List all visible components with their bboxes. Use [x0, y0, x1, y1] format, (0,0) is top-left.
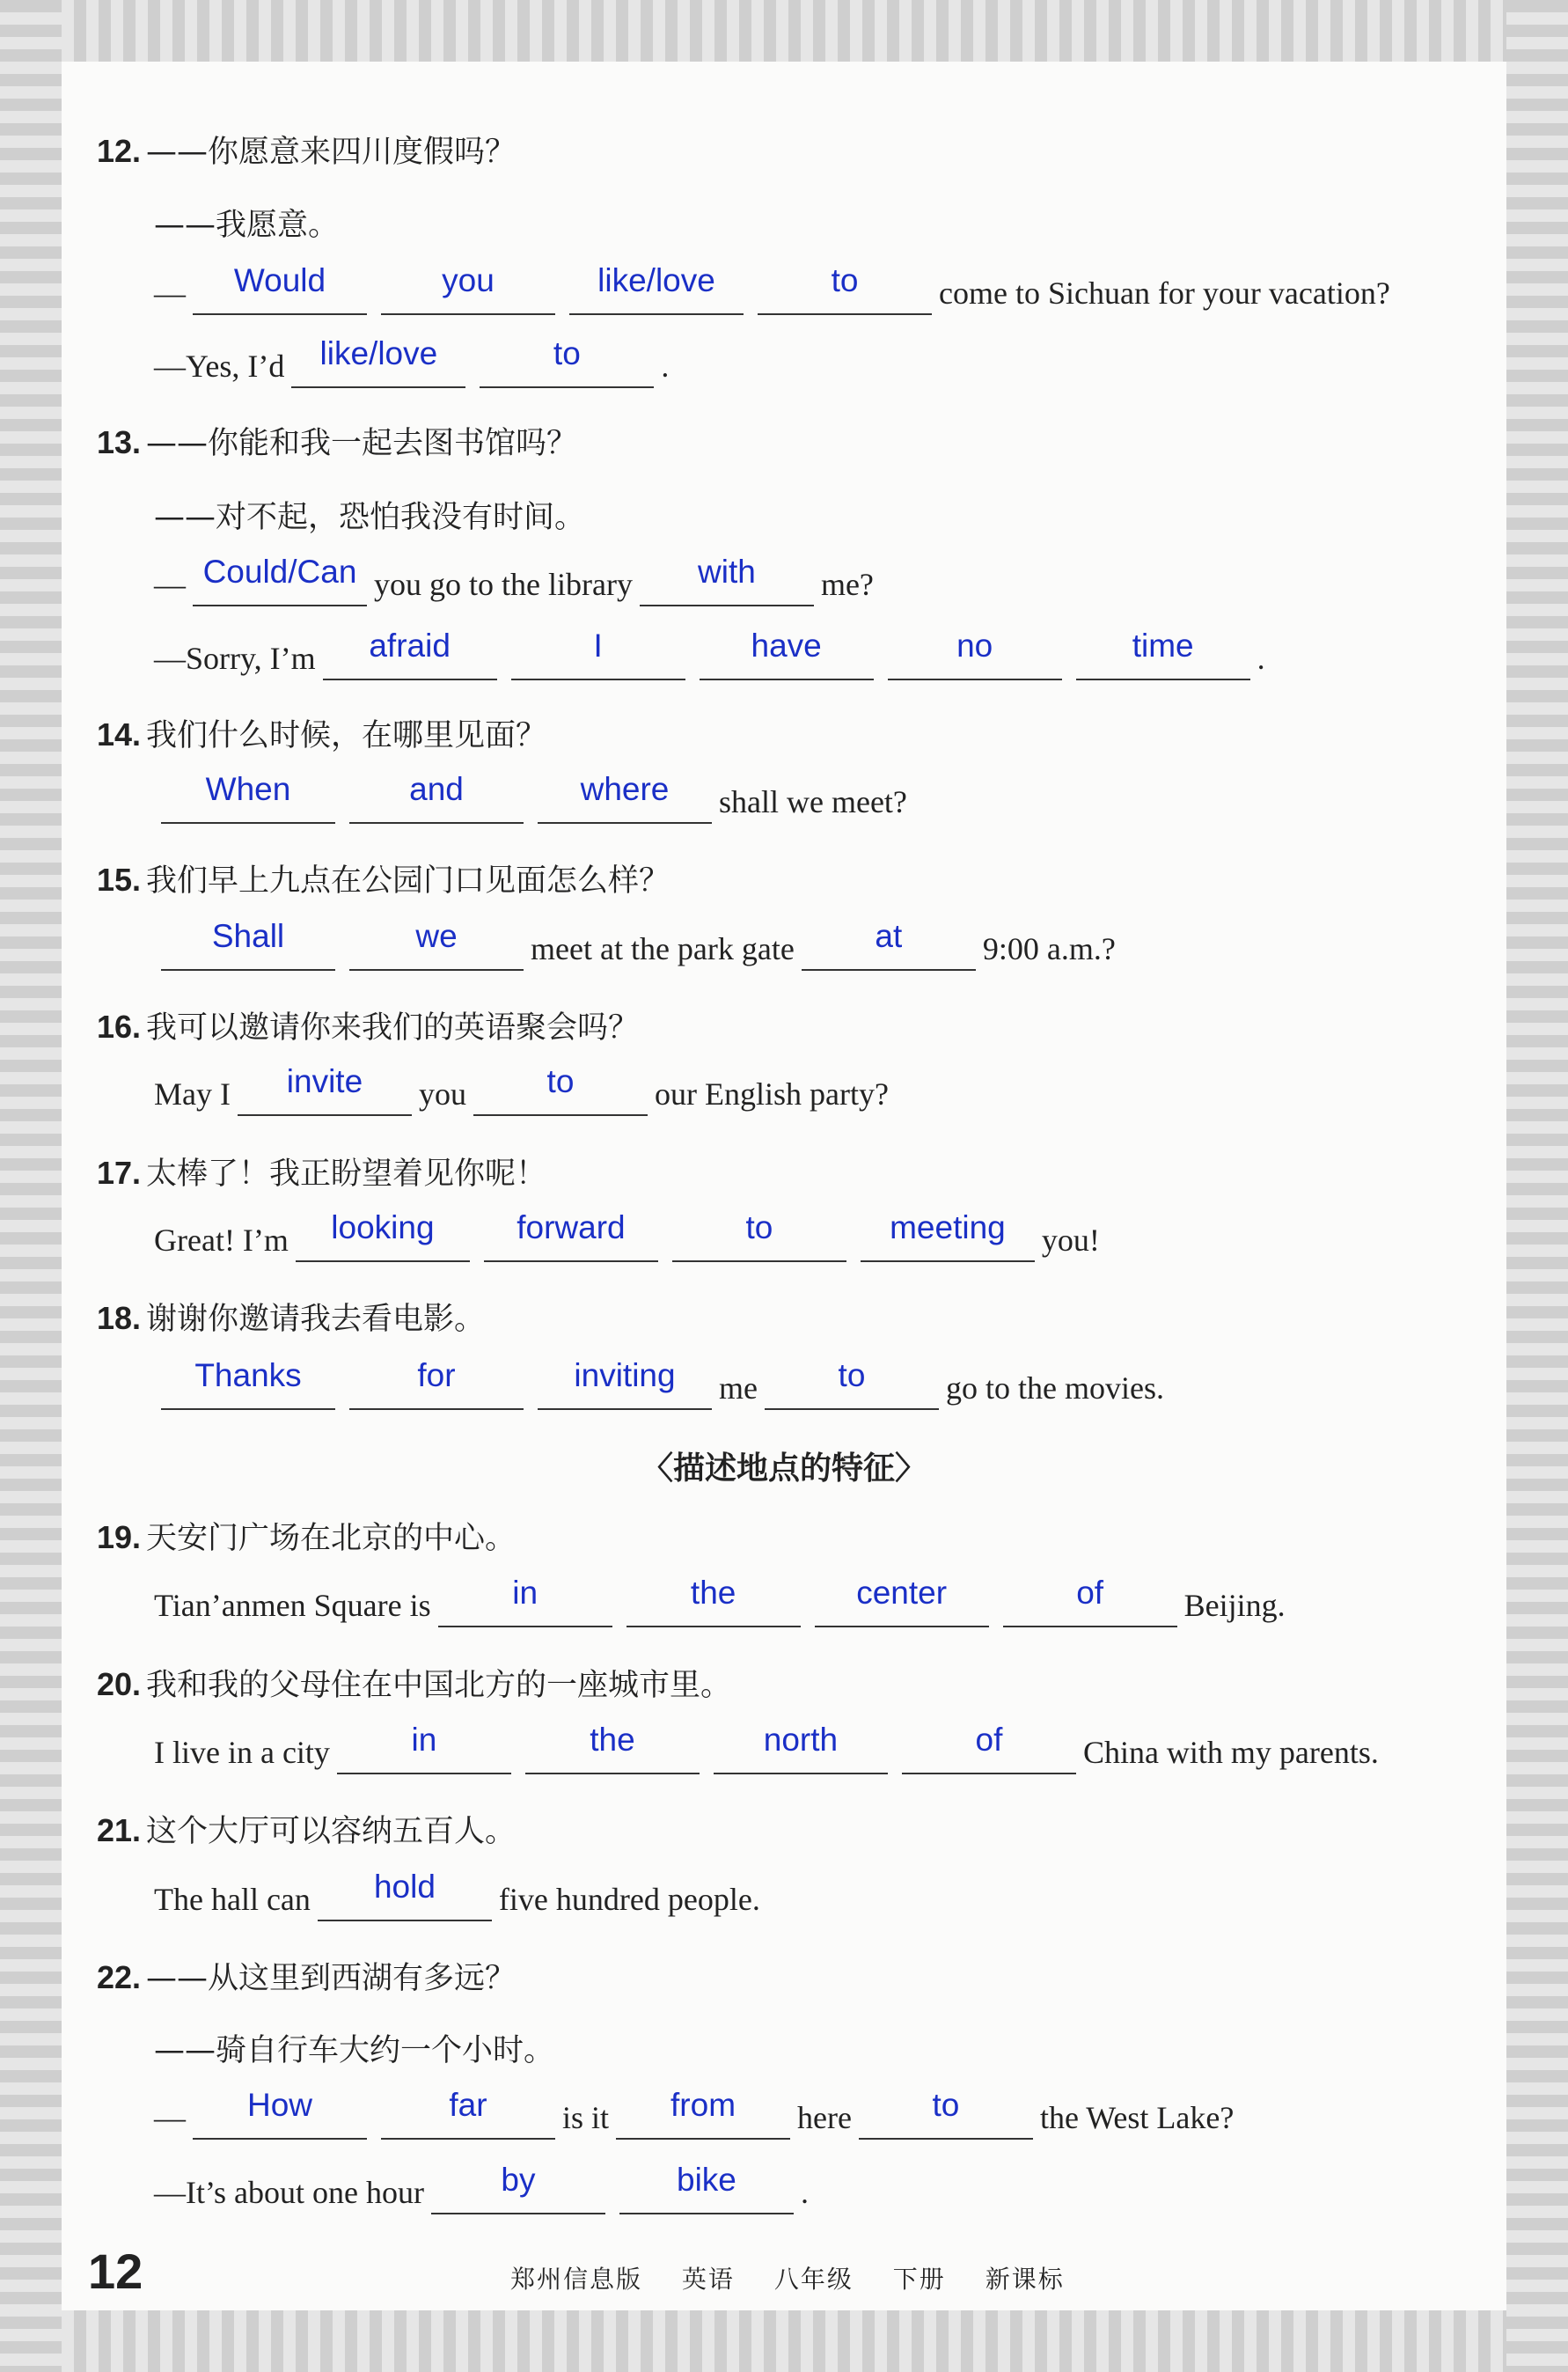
question-line — [97, 128, 516, 172]
footer-grade: 八年级 — [773, 2265, 854, 2294]
question-number: 16. — [97, 1009, 142, 1045]
question-line — [97, 1807, 516, 1851]
answer-text: inviting — [574, 1357, 676, 1393]
answer-text: like/love — [597, 262, 715, 298]
answer-blank[interactable] — [538, 1357, 712, 1410]
answer-blank[interactable] — [349, 1357, 524, 1410]
footer — [510, 2260, 1095, 2295]
sentence-text: — — [154, 2100, 186, 2135]
question-line — [97, 856, 670, 900]
question-line — [154, 1575, 1286, 1627]
answer-text: to — [932, 2087, 960, 2123]
answer-blank[interactable] — [888, 628, 1062, 680]
page-number: 12 — [88, 2243, 143, 2299]
question-line — [154, 628, 1265, 680]
section-title: 〈描述地点的特征〉 — [641, 1450, 927, 1487]
answer-blank[interactable] — [381, 2087, 555, 2140]
sentence-text: 9:00 a.m.? — [982, 931, 1116, 966]
answer-blank[interactable] — [902, 1722, 1076, 1774]
chinese-prompt: 我和我的父母住在中国北方的一座城市里。 — [146, 1668, 732, 1703]
answer-text: and — [409, 771, 464, 807]
decorative-border-bottom — [0, 2310, 1568, 2372]
decorative-border-left — [0, 0, 62, 2372]
question-line — [154, 554, 874, 606]
answer-text: bike — [677, 2162, 736, 2198]
footer-subject: 英语 — [681, 2265, 735, 2294]
chinese-prompt: ——对不起，恐怕我没有时间。 — [154, 500, 586, 535]
sentence-text: me — [719, 1370, 758, 1406]
sentence-text: you go to the library — [374, 567, 633, 602]
question-number: 21. — [97, 1812, 142, 1848]
sentence-text: — — [154, 275, 186, 311]
decorative-border-top — [0, 0, 1568, 62]
sentence-text: . — [661, 349, 670, 384]
sentence-text: —Yes, I’d — [154, 349, 285, 384]
answer-text: in — [411, 1722, 437, 1758]
sentence-text: you — [418, 1076, 466, 1112]
footer-volume: 下册 — [892, 2265, 946, 2294]
answer-blank[interactable] — [318, 1869, 492, 1921]
answer-blank[interactable] — [193, 262, 367, 315]
sentence-text: China with my parents. — [1082, 1735, 1379, 1770]
answer-blank[interactable] — [861, 1209, 1035, 1262]
answer-blank[interactable] — [815, 1575, 989, 1627]
sentence-text: come to Sichuan for your vacation? — [939, 275, 1390, 311]
sentence-text: May I — [154, 1076, 231, 1112]
chinese-prompt: 天安门广场在北京的中心。 — [146, 1521, 517, 1556]
answer-text: of — [1076, 1575, 1104, 1611]
answer-text: for — [417, 1357, 456, 1393]
answer-text: forward — [517, 1209, 626, 1245]
footer-curriculum: 新课标 — [985, 2265, 1065, 2294]
answer-text: from — [670, 2087, 736, 2123]
answer-blank[interactable] — [473, 1063, 648, 1116]
answer-blank[interactable] — [1003, 1575, 1177, 1627]
answer-blank[interactable] — [511, 628, 685, 680]
sentence-text: me? — [820, 567, 874, 602]
sentence-text: . — [800, 2175, 809, 2210]
answer-blank[interactable] — [1076, 628, 1250, 680]
answer-text: I — [593, 628, 603, 664]
question-line — [97, 1003, 639, 1047]
answer-blank[interactable] — [484, 1209, 658, 1262]
answer-text: When — [205, 771, 291, 807]
sentence-text: Great! I’m — [154, 1223, 289, 1258]
answer-text: the — [690, 1575, 736, 1611]
question-line — [97, 1149, 546, 1193]
answer-text: to — [838, 1357, 866, 1393]
question-line — [97, 1295, 485, 1339]
answer-text: hold — [373, 1869, 436, 1905]
question-line — [154, 918, 1116, 971]
question-line — [154, 1357, 1164, 1410]
answer-text: north — [763, 1722, 839, 1758]
answer-blank[interactable] — [538, 771, 712, 824]
sentence-text: the West Lake? — [1039, 2100, 1235, 2135]
question-number: 15. — [97, 862, 142, 898]
question-number: 19. — [97, 1519, 142, 1555]
answer-blank[interactable] — [765, 1357, 939, 1410]
sentence-text: meet at the park gate — [531, 931, 795, 966]
answer-text: to — [745, 1209, 773, 1245]
answer-blank[interactable] — [349, 771, 524, 824]
answer-text: time — [1132, 628, 1194, 664]
answer-text: looking — [331, 1209, 435, 1245]
question-number: 14. — [97, 716, 142, 753]
answer-blank[interactable] — [672, 1209, 846, 1262]
chinese-prompt: 我们早上九点在公园门口见面怎么样？ — [146, 863, 670, 899]
footer-edition: 郑州信息版 — [510, 2265, 643, 2294]
answer-blank[interactable] — [700, 628, 874, 680]
question-number: 22. — [97, 1959, 142, 1995]
answer-blank[interactable] — [296, 1209, 470, 1262]
chinese-prompt: ——从这里到西湖有多远？ — [146, 1961, 517, 1996]
answer-text: How — [246, 2087, 313, 2123]
answer-text: have — [751, 628, 822, 664]
answer-blank[interactable] — [619, 2162, 794, 2214]
answer-blank[interactable] — [381, 262, 555, 315]
answer-text: you — [442, 262, 495, 298]
sentence-text: —It’s about one hour — [154, 2175, 424, 2210]
answer-blank[interactable] — [525, 1722, 700, 1774]
question-line — [154, 771, 907, 824]
answer-blank[interactable] — [640, 554, 814, 606]
answer-text: Could/Can — [202, 554, 357, 590]
answer-text: by — [501, 2162, 536, 2198]
answer-blank[interactable] — [438, 1575, 612, 1627]
question-number: 13. — [97, 424, 142, 460]
answer-blank[interactable] — [193, 2087, 367, 2140]
question-number: 12. — [97, 133, 142, 169]
answer-text: the — [590, 1722, 635, 1758]
sentence-text: our English party? — [654, 1076, 889, 1112]
answer-text: to — [831, 262, 859, 298]
answer-blank[interactable] — [323, 628, 497, 680]
chinese-prompt: 谢谢你邀请我去看电影。 — [146, 1302, 486, 1337]
question-line — [154, 1869, 760, 1921]
question-line — [154, 493, 585, 537]
question-line — [154, 2162, 809, 2214]
answer-blank[interactable] — [349, 918, 524, 971]
question-line — [97, 1661, 731, 1705]
answer-text: far — [449, 2087, 487, 2123]
answer-text: to — [546, 1063, 575, 1099]
chinese-prompt: 我们什么时候，在哪里见面？ — [146, 718, 547, 753]
question-line — [97, 1954, 516, 1998]
answer-blank[interactable] — [337, 1722, 511, 1774]
question-line — [97, 711, 546, 755]
answer-blank[interactable] — [714, 1722, 888, 1774]
sentence-text: five hundred people. — [498, 1882, 760, 1917]
answer-blank[interactable] — [161, 771, 335, 824]
chinese-prompt: 太棒了！我正盼望着见你呢！ — [146, 1157, 547, 1192]
answer-blank[interactable] — [161, 1357, 335, 1410]
answer-text: Would — [233, 262, 326, 298]
sentence-text: here — [797, 2100, 852, 2135]
answer-blank[interactable] — [758, 262, 932, 315]
sentence-text: go to the movies. — [945, 1370, 1164, 1406]
question-line — [154, 2087, 1235, 2140]
answer-blank[interactable] — [161, 918, 335, 971]
sentence-text: — — [154, 567, 186, 602]
question-number: 17. — [97, 1155, 142, 1191]
answer-blank[interactable] — [431, 2162, 605, 2214]
chinese-prompt: 我可以邀请你来我们的英语聚会吗？ — [146, 1010, 640, 1046]
question-line — [154, 2026, 554, 2070]
answer-blank[interactable] — [569, 262, 744, 315]
sentence-text: is it — [562, 2100, 610, 2135]
sentence-text: I live in a city — [154, 1735, 330, 1770]
question-line — [97, 1514, 516, 1558]
answer-text: meeting — [890, 1209, 1006, 1245]
answer-text: of — [975, 1722, 1003, 1758]
answer-text: center — [856, 1575, 948, 1611]
question-line — [97, 419, 577, 463]
answer-text: in — [512, 1575, 539, 1611]
answer-text: invite — [286, 1063, 363, 1099]
sentence-text: Tian’anmen Square is — [154, 1588, 431, 1623]
answer-text: Shall — [211, 918, 285, 954]
sentence-text: . — [1257, 641, 1265, 676]
answer-blank[interactable] — [193, 554, 367, 606]
sentence-text: Beijing. — [1183, 1588, 1286, 1623]
answer-blank[interactable] — [238, 1063, 412, 1116]
answer-text: where — [580, 771, 670, 807]
question-line — [154, 1063, 889, 1116]
sentence-text: —Sorry, I’m — [154, 641, 316, 676]
chinese-prompt: ——你愿意来四川度假吗？ — [146, 135, 517, 170]
sentence-text: you! — [1041, 1223, 1100, 1258]
chinese-prompt: ——我愿意。 — [154, 208, 340, 243]
answer-blank[interactable] — [616, 2087, 790, 2140]
answer-blank[interactable] — [626, 1575, 801, 1627]
answer-text: afraid — [369, 628, 451, 664]
answer-text: to — [553, 335, 581, 371]
question-line — [154, 1722, 1379, 1774]
question-number: 18. — [97, 1300, 142, 1336]
chinese-prompt: 这个大厅可以容纳五百人。 — [146, 1814, 517, 1849]
answer-text: Thanks — [194, 1357, 302, 1393]
answer-text: no — [956, 628, 993, 664]
answer-blank[interactable] — [802, 918, 976, 971]
sentence-text: shall we meet? — [719, 784, 907, 819]
answer-blank[interactable] — [859, 2087, 1033, 2140]
question-line — [154, 262, 1390, 315]
question-line — [154, 201, 339, 245]
sentence-text: The hall can — [154, 1882, 311, 1917]
question-line — [154, 335, 670, 388]
decorative-border-right — [1506, 0, 1568, 2372]
chinese-prompt: ——你能和我一起去图书馆吗？ — [146, 426, 578, 461]
answer-text: like/love — [319, 335, 438, 371]
chinese-prompt: ——骑自行车大约一个小时。 — [154, 2033, 555, 2068]
answer-text: we — [415, 918, 458, 954]
question-number: 20. — [97, 1666, 142, 1702]
answer-blank[interactable] — [480, 335, 654, 388]
answer-text: with — [698, 554, 756, 590]
question-line — [154, 1209, 1100, 1262]
answer-text: at — [875, 918, 903, 954]
answer-blank[interactable] — [291, 335, 465, 388]
